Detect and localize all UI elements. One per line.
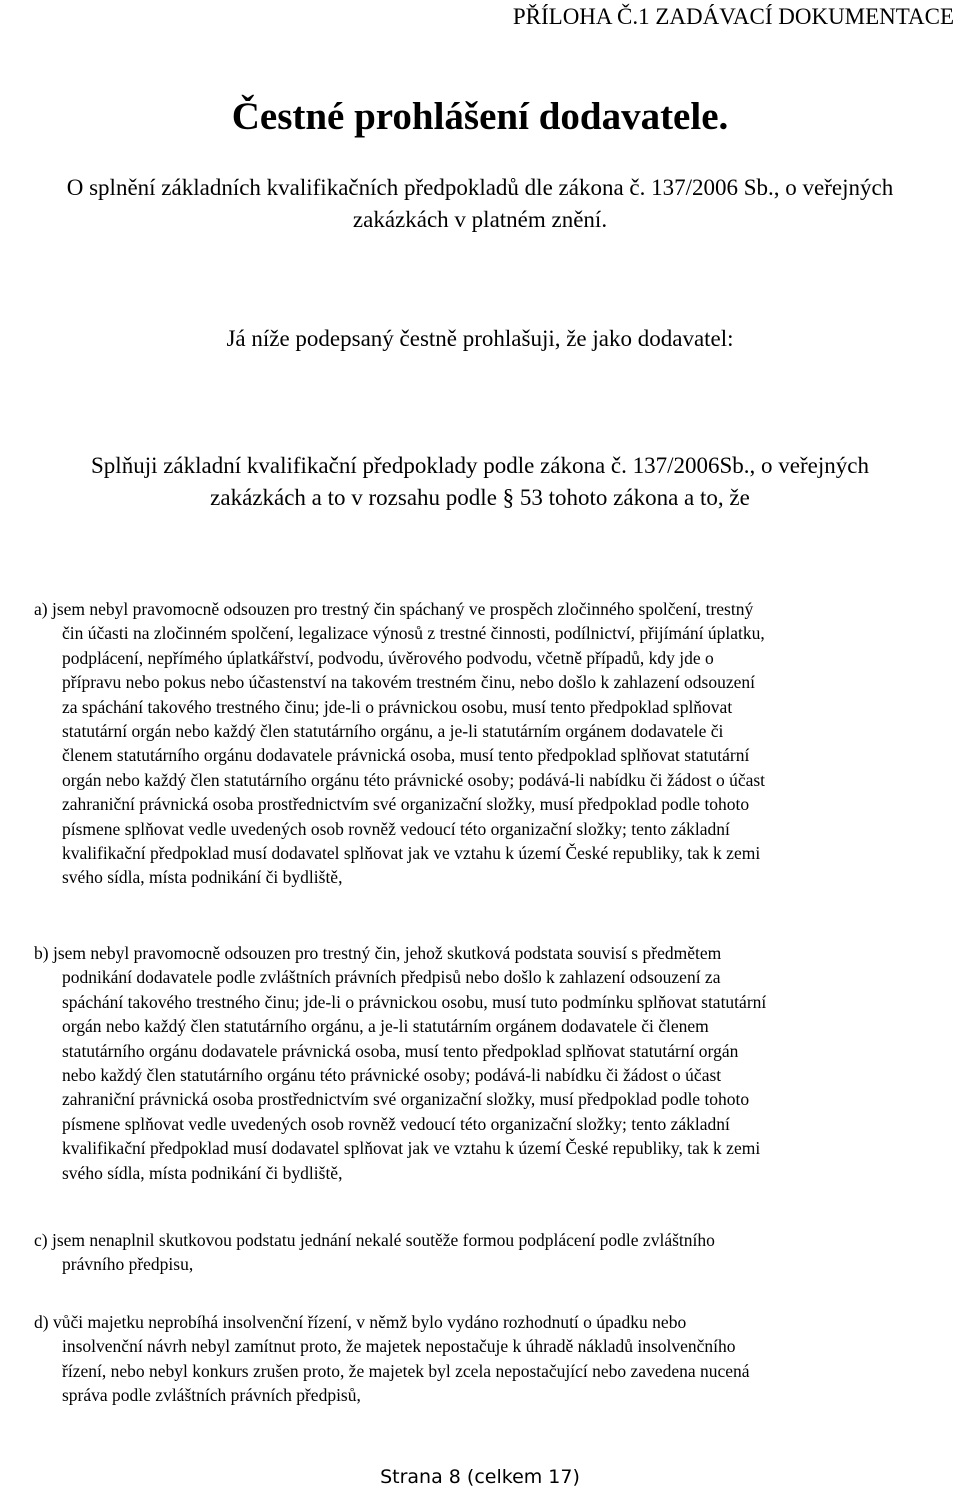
document-subtitle [0, 172, 960, 236]
clause-d-line: správa podle zvláštních právních předpisů, [62, 1385, 361, 1406]
clause-d [34, 1310, 954, 1408]
clause-a [34, 597, 954, 890]
clause-d-line: d) vůči majetku neprobíhá insolvenční řízení, v němž bylo vydáno rozhodnutí o úpadku nebo [34, 1312, 687, 1332]
statement-line: zakázkách a to v rozsahu podle § 53 tohoto zákona a to, že [210, 485, 750, 510]
clause-a-line: orgán nebo každý člen statutárního orgánu této právnické osoby; podává-li nabídku či žádost o účast [62, 769, 766, 790]
clause-d-line: řízení, nebo nebyl konkurs zrušen proto, že majetek byl zcela nepostačující nebo zavedena nucená [62, 1360, 750, 1381]
clause-b-line: zahraniční právnická osoba prostřednictvím své organizační složky, musí předpoklad podle tohoto [62, 1089, 750, 1110]
qualification-statement [0, 450, 960, 514]
clause-a-line: podplácení, nepřímého úplatkářství, podvodu, úvěrového podvodu, včetně případů, kdy jde o [62, 647, 714, 668]
clause-a-line: svého sídla, místa podnikání či bydliště, [62, 867, 343, 888]
clause-a-line: čin účasti na zločinném spolčení, legalizace výnosů z trestné činnosti, podílnictví, přijímání úplatku, [62, 623, 765, 644]
subtitle-line: O splnění základních kvalifikačních předpokladů dle zákona č. 137/2006 Sb., o veřejných [66, 175, 894, 200]
statement-line: Splňuji základní kvalifikační předpoklady podle zákona č. 137/2006Sb., o veřejných [91, 453, 869, 478]
clause-b-line: písmene splňovat vedle uvedených osob rovněž vedoucí této organizační složky; tento základní [62, 1113, 730, 1134]
page-number: Strana 8 (celkem 17) [380, 1466, 580, 1488]
clause-a-line: statutární orgán nebo každý člen statutárního orgánu, a je-li statutárním orgánem dodavatele či [62, 721, 724, 742]
clause-a-line: za spáchání takového trestného činu; jde-li o právnickou osobu, musí tento předpoklad splňovat [62, 696, 733, 717]
clause-a-line: písmene splňovat vedle uvedených osob rovněž vedoucí této organizační složky; tento základní [62, 818, 730, 839]
clause-b-line: kvalifikační předpoklad musí dodavatel splňovat jak ve vztahu k území České republiky, tak k zemi [62, 1138, 761, 1159]
subtitle-line: zakázkách v platném znění. [352, 207, 608, 232]
clause-a-line: členem statutárního orgánu dodavatele právnická osoba, musí tento předpoklad splňovat statutární [62, 745, 750, 766]
clause-c-line: c) jsem nenaplnil skutkovou podstatu jednání nekalé soutěže formou podplácení podle zvláštního [34, 1230, 715, 1250]
clause-b-line: svého sídla, místa podnikání či bydliště, [62, 1162, 343, 1183]
document-title: Čestné prohlášení dodavatele. [231, 95, 729, 138]
clause-c [34, 1228, 954, 1277]
attachment-header: PŘÍLOHA Č.1 ZADÁVACÍ DOKUMENTACE [512, 4, 954, 29]
clause-c-line: právního předpisu, [62, 1254, 194, 1275]
clause-b [34, 941, 954, 1185]
clause-a-line: a) jsem nebyl pravomocně odsouzen pro trestný čin spáchaný ve prospěch zločinného spolčení, trestný [34, 599, 754, 619]
clause-b-line: statutárního orgánu dodavatele právnická osoba, musí tento předpoklad splňovat statutární orgán [62, 1040, 739, 1061]
clause-d-line: insolvenční návrh nebyl zamítnut proto, že majetek nepostačuje k úhradě nákladů insolvenčního [62, 1336, 736, 1357]
clause-b-line: podnikání dodavatele podle zvláštních právních předpisů nebo došlo k zahlazení odsouzení za [62, 967, 721, 988]
clause-a-line: zahraniční právnická osoba prostřednictvím své organizační složky, musí předpoklad podle tohoto [62, 794, 750, 815]
clause-b-line: nebo každý člen statutárního orgánu této právnické osoby; podává-li nabídku či žádost o účast [62, 1065, 722, 1086]
declaration-intro: Já níže podepsaný čestně prohlašuji, že jako dodavatel: [226, 326, 734, 351]
clause-a-line: přípravu nebo pokus nebo účastenství na takovém trestném činu, nebo došlo k zahlazení odsouzení [62, 672, 756, 693]
clause-a-line: kvalifikační předpoklad musí dodavatel splňovat jak ve vztahu k území České republiky, tak k zemi [62, 843, 761, 864]
clause-b-line: orgán nebo každý člen statutárního orgánu, a je-li statutárním orgánem dodavatele či členem [62, 1016, 709, 1037]
clause-b-line: b) jsem nebyl pravomocně odsouzen pro trestný čin, jehož skutková podstata souvisí s předmětem [34, 943, 722, 963]
clause-b-line: spáchání takového trestného činu; jde-li o právnickou osobu, musí tuto podmínku splňovat statutární [62, 991, 767, 1012]
